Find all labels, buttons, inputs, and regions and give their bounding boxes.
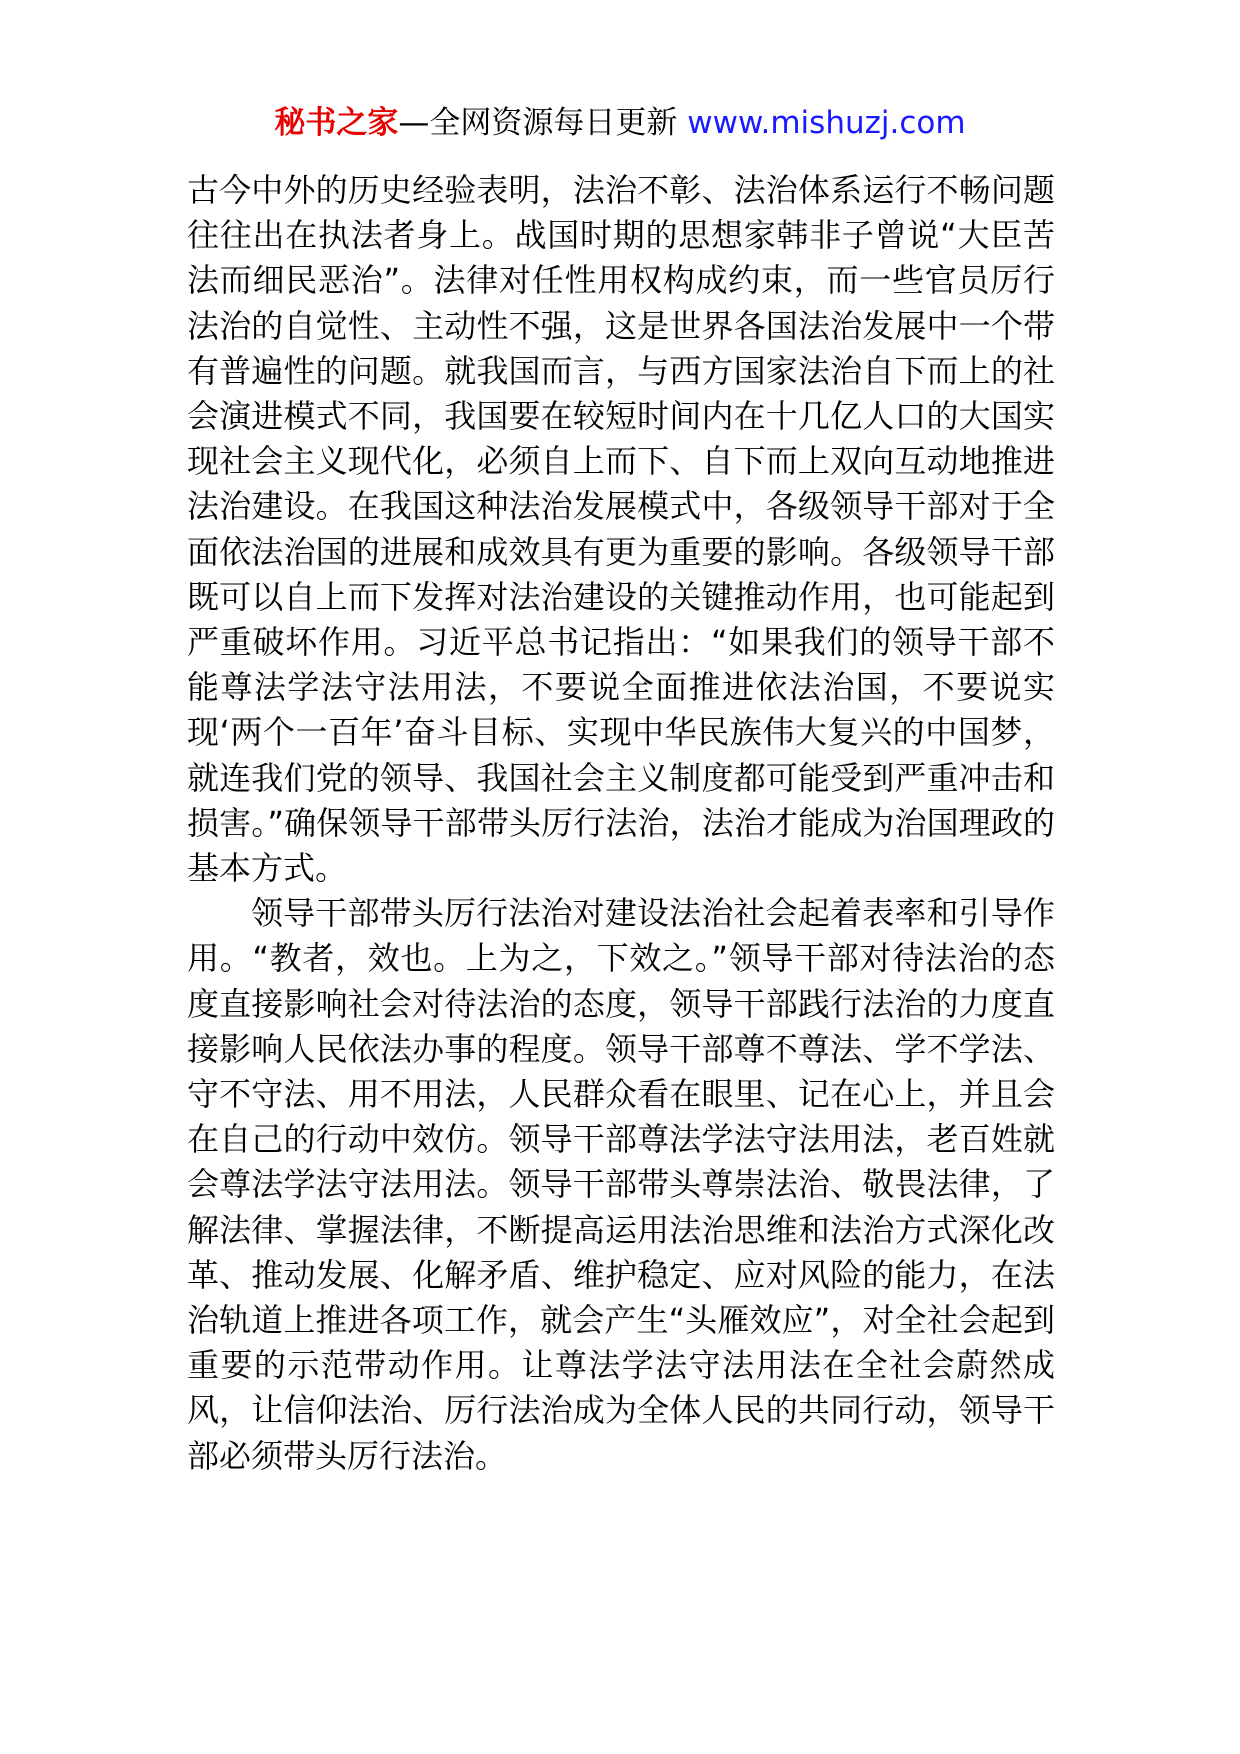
article-body [187,168,1055,1479]
brand-name: 秘书之家 [274,105,399,141]
page-header [0,100,1240,146]
paragraph-1: 古今中外的历史经验表明，法治不彰、法治体系运行不畅问题往往出在执法者身上。战国时期的思想家韩非子曾说“大臣苦法而细民恶治”。法律对任性用权构成约束，而一些官员厉行法治的自觉性、主动性不强，这是世界各国法治发展中一个带有普遍性的问题。就我国而言，与西方国家法治自下而上的社会演进模式不同，我国要在较短时间内在十几亿人口的大国实现社会主义现代化，必须自上而下、自下而上双向互动地推进法治建设。在我国这种法治发展模式中，各级领导干部对于全面依法治国的进展和成效具有更为重要的影响。各级领导干部既可以自上而下发挥对法治建设的关键推动作用，也可能起到严重破坏作用。习近平总书记指出：“如果我们的领导干部不能尊法学法守法用法，不要说全面推进依法治国，不要说实现‘两个一百年’奋斗目标、实现中华民族伟大复兴的中国梦，就连我们党的领导、我国社会主义制度都可能受到严重冲击和损害。”确保领导干部带头厉行法治，法治才能成为治国理政的基本方式。 [187,171,1055,888]
header-slogan: —全网资源每日更新 [398,105,688,141]
paragraph-2: 领导干部带头厉行法治对建设法治社会起着表率和引导作用。“教者，效也。上为之，下效之。”领导干部对待法治的态度直接影响社会对待法治的态度，领导干部践行法治的力度直接影响人民依法办事的程度。领导干部尊不尊法、学不学法、守不守法、用不用法，人民群众看在眼里、记在心上，并且会在自己的行动中效仿。领导干部尊法学法守法用法，老百姓就会尊法学法守法用法。领导干部带头尊崇法治、敬畏法律，了解法律、掌握法律，不断提高运用法治思维和法治方式深化改革、推动发展、化解矛盾、维护稳定、应对风险的能力，在法治轨道上推进各项工作，就会产生“头雁效应”，对全社会起到重要的示范带动作用。让尊法学法守法用法在全社会蔚然成风，让信仰法治、厉行法治成为全体人民的共同行动，领导干部必须带头厉行法治。 [187,894,1055,1475]
site-url-link[interactable]: www.mishuzj.com [687,105,966,141]
